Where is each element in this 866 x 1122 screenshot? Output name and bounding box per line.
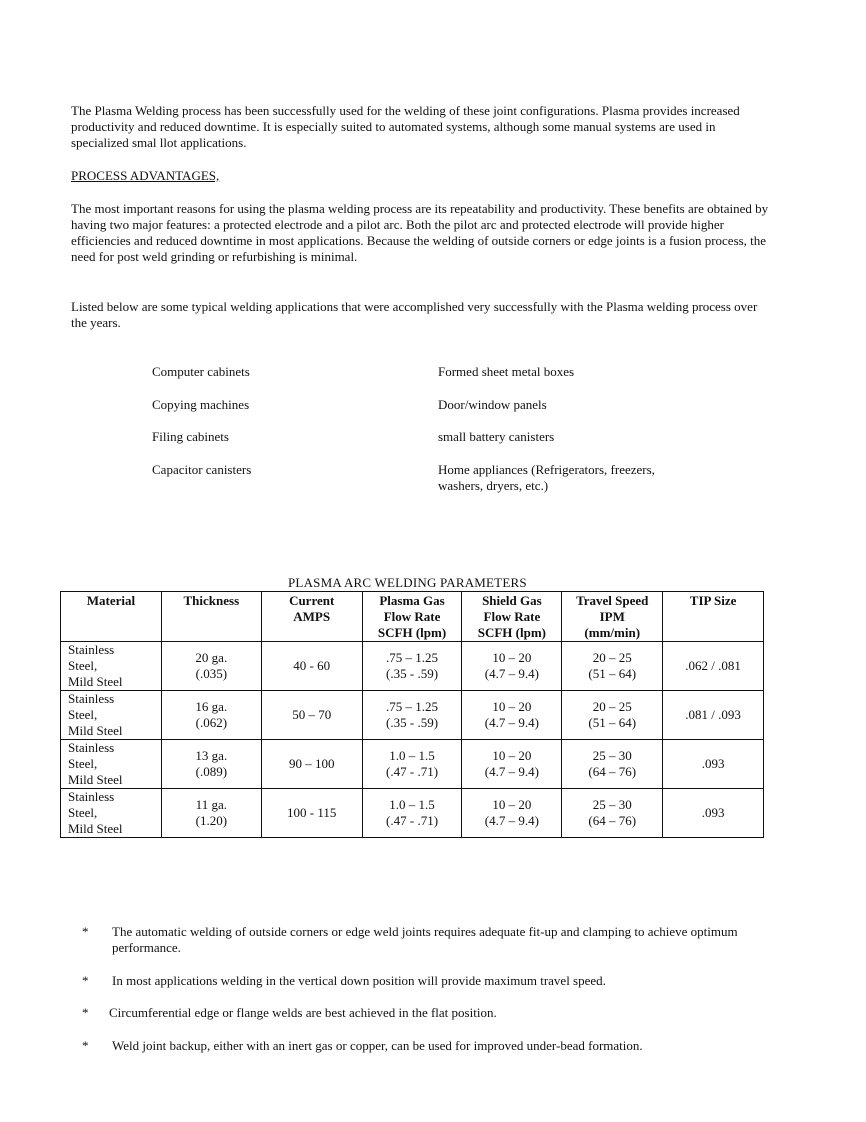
column-header: Plasma Gas Flow Rate SCFH (lpm) bbox=[362, 592, 462, 642]
travel-speed-cell: 25 – 30 (64 – 76) bbox=[562, 789, 663, 838]
column-header: Current AMPS bbox=[261, 592, 362, 642]
column-header: TIP Size bbox=[663, 592, 764, 642]
application-item: Formed sheet metal boxes bbox=[438, 364, 575, 379]
advantages-paragraph: The most important reasons for using the plasma welding process are its repeatability and productivity. These benefits are obtained by having two major features: a protected electrode and a pilot arc. Both the pilot arc and protected electrode will provide higher efficiencies and reduced downtime in most applications. Because the welding of outside corners or edge joints is a fusion process, the need for post weld grinding or refurbishing is minimal. bbox=[71, 201, 769, 264]
travel-speed-cell: 20 – 25 (51 – 64) bbox=[562, 642, 663, 691]
note-marker: * bbox=[82, 973, 89, 988]
welding-parameters-table bbox=[60, 591, 764, 838]
shield-gas-cell: 10 – 20 (4.7 – 9.4) bbox=[462, 691, 562, 740]
note-text: In most applications welding in the vertical down position will provide maximum travel speed. bbox=[112, 973, 606, 988]
current-cell: 100 - 115 bbox=[261, 789, 362, 838]
plasma-gas-cell: .75 – 1.25 (.35 - .59) bbox=[362, 691, 462, 740]
application-item: Computer cabinets bbox=[152, 364, 250, 379]
application-item: Copying machines bbox=[152, 397, 250, 412]
applications-intro: Listed below are some typical welding applications that were accomplished very successfully with the Plasma welding process over the years. bbox=[71, 299, 758, 330]
material-cell: Stainless Steel, Mild Steel bbox=[61, 740, 162, 789]
table-row bbox=[61, 691, 764, 740]
note-text: Weld joint backup, either with an inert gas or copper, can be used for improved under-bead formation. bbox=[112, 1038, 643, 1053]
travel-speed-cell: 25 – 30 (64 – 76) bbox=[562, 740, 663, 789]
thickness-cell: 16 ga. (.062) bbox=[161, 691, 261, 740]
section-heading: PROCESS ADVANTAGES, bbox=[71, 168, 220, 183]
plasma-gas-cell: 1.0 – 1.5 (.47 - .71) bbox=[362, 740, 462, 789]
shield-gas-cell: 10 – 20 (4.7 – 9.4) bbox=[462, 789, 562, 838]
plasma-gas-cell: .75 – 1.25 (.35 - .59) bbox=[362, 642, 462, 691]
application-item: Filing cabinets bbox=[152, 429, 229, 444]
thickness-cell: 11 ga. (1.20) bbox=[161, 789, 261, 838]
tip-size-cell: .093 bbox=[663, 740, 764, 789]
table-row bbox=[61, 789, 764, 838]
note-marker: * bbox=[82, 924, 89, 939]
application-item: small battery canisters bbox=[438, 429, 555, 444]
table-header-row bbox=[61, 592, 764, 642]
application-item: Home appliances (Refrigerators, freezers, washers, dryers, etc.) bbox=[438, 462, 655, 493]
table-row bbox=[61, 740, 764, 789]
note-text: The automatic welding of outside corners or edge weld joints requires adequate fit-up and clamping to achieve optimum performance. bbox=[112, 924, 738, 955]
thickness-cell: 13 ga. (.089) bbox=[161, 740, 261, 789]
tip-size-cell: .093 bbox=[663, 789, 764, 838]
material-cell: Stainless Steel, Mild Steel bbox=[61, 642, 162, 691]
column-header: Material bbox=[61, 592, 162, 642]
material-cell: Stainless Steel, Mild Steel bbox=[61, 789, 162, 838]
intro-paragraph: The Plasma Welding process has been successfully used for the welding of these joint configurations. Plasma provides increased productivity and reduced downtime. It is especially suited to automated systems, although some manual systems are used in specialized smal llot applications. bbox=[71, 103, 740, 150]
shield-gas-cell: 10 – 20 (4.7 – 9.4) bbox=[462, 642, 562, 691]
table-row bbox=[61, 642, 764, 691]
tip-size-cell: .081 / .093 bbox=[663, 691, 764, 740]
application-item: Door/window panels bbox=[438, 397, 547, 412]
current-cell: 90 – 100 bbox=[261, 740, 362, 789]
note-marker: * bbox=[82, 1038, 89, 1053]
plasma-gas-cell: 1.0 – 1.5 (.47 - .71) bbox=[362, 789, 462, 838]
note-text: Circumferential edge or flange welds are best achieved in the flat position. bbox=[109, 1005, 497, 1020]
shield-gas-cell: 10 – 20 (4.7 – 9.4) bbox=[462, 740, 562, 789]
material-cell: Stainless Steel, Mild Steel bbox=[61, 691, 162, 740]
application-item: Capacitor canisters bbox=[152, 462, 252, 477]
note-marker: * bbox=[82, 1005, 89, 1020]
current-cell: 50 – 70 bbox=[261, 691, 362, 740]
travel-speed-cell: 20 – 25 (51 – 64) bbox=[562, 691, 663, 740]
column-header: Shield Gas Flow Rate SCFH (lpm) bbox=[462, 592, 562, 642]
tip-size-cell: .062 / .081 bbox=[663, 642, 764, 691]
current-cell: 40 - 60 bbox=[261, 642, 362, 691]
thickness-cell: 20 ga. (.035) bbox=[161, 642, 261, 691]
column-header: Travel Speed IPM (mm/min) bbox=[562, 592, 663, 642]
column-header: Thickness bbox=[161, 592, 261, 642]
table-caption: PLASMA ARC WELDING PARAMETERS bbox=[288, 575, 527, 590]
